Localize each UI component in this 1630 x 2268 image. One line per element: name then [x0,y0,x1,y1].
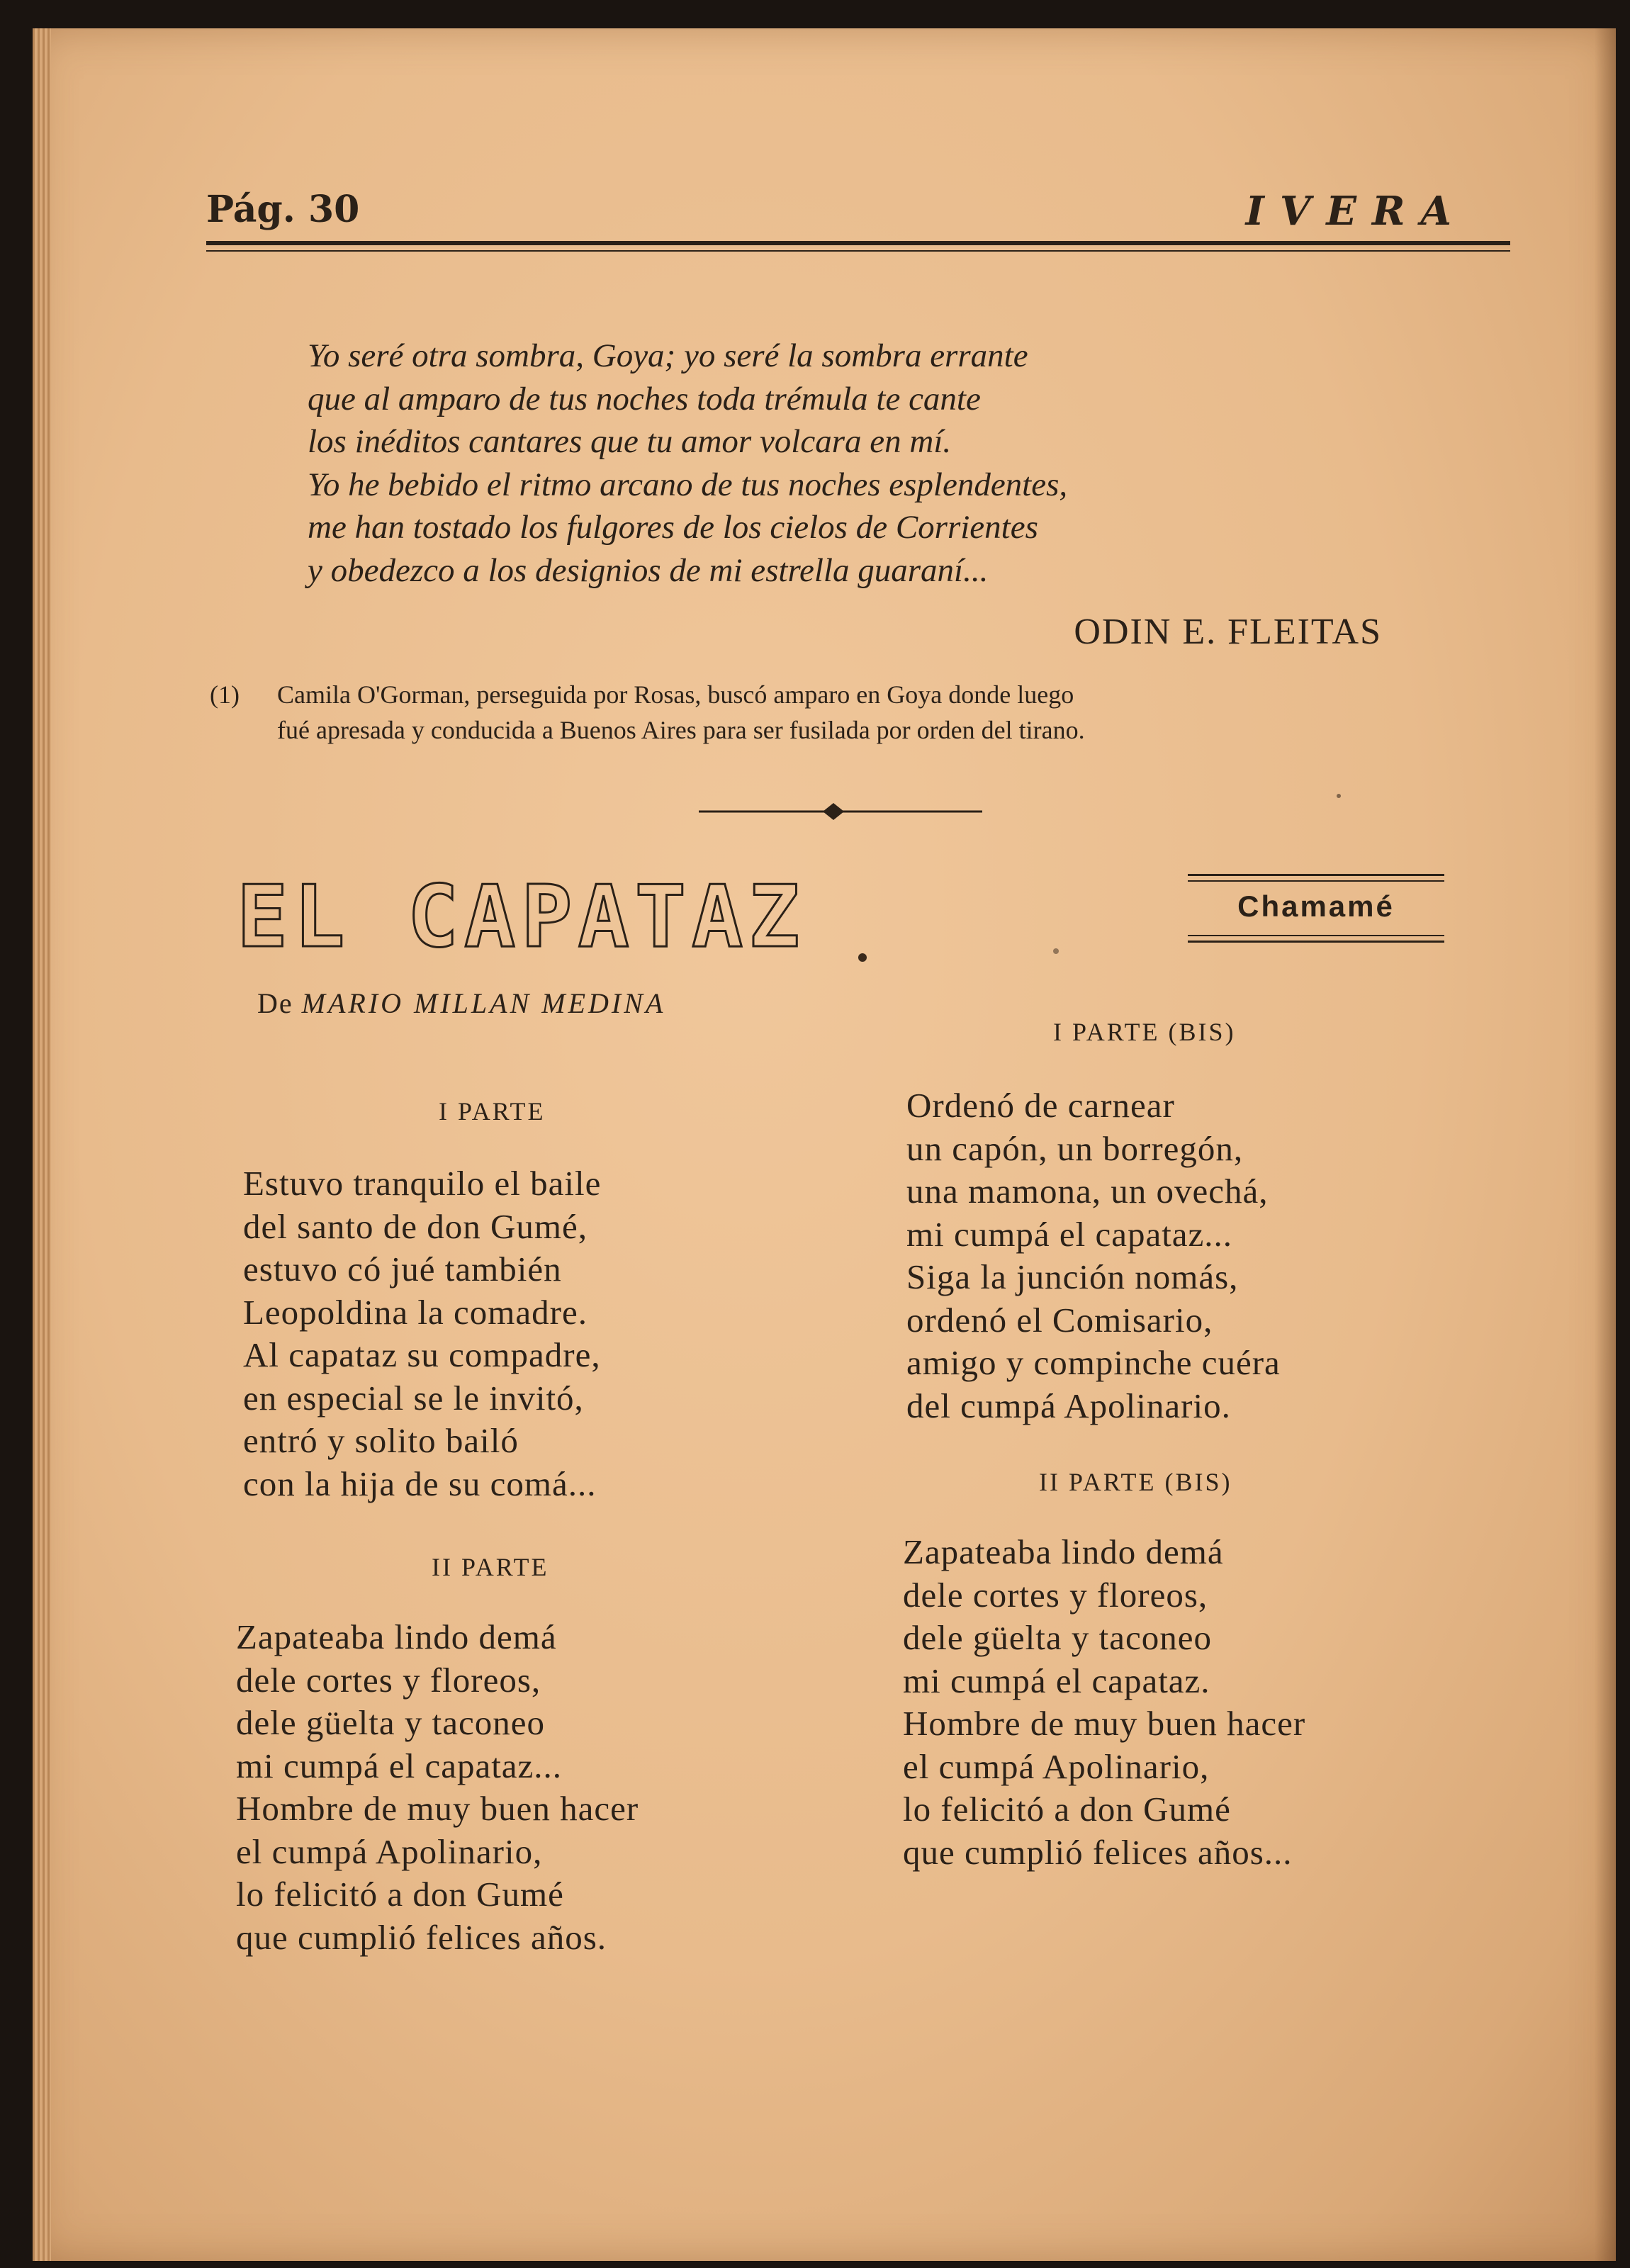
footnote-marker: (1) [210,680,240,709]
left-part1-heading: I PARTE [439,1097,546,1125]
verse-line: Siga la junción nomás, [906,1257,1239,1296]
header-rule-thick [206,241,1510,245]
song-title: EL CAPATAZ [237,868,806,967]
song-genre: Chamamé [1237,889,1395,923]
verse-line: ordenó el Comisario, [906,1300,1213,1340]
verse-line: amigo y compinche cuéra [906,1343,1281,1382]
verse-line: con la hija de su comá... [243,1464,597,1503]
verse-line: entró y solito bailó [243,1421,519,1460]
paper-speck [1337,794,1341,798]
left-part1-verse [243,1162,601,1505]
magazine-name: IVERA [1245,188,1467,235]
verse-line: Ordenó de carnear [906,1086,1175,1125]
verse-line: Hombre de muy buen hacer [236,1789,639,1828]
poem-line: Yo seré otra sombra, Goya; yo seré la sombra errante [308,337,1028,374]
left-part2-heading: II PARTE [432,1553,549,1581]
ornament-divider [699,801,982,822]
right-part1-verse [906,1084,1281,1427]
poem-line: y obedezco a los designios de mi estrella guaraní... [308,551,989,589]
verse-line: en especial se le invitó, [243,1378,584,1418]
poem-line: Yo he bebido el ritmo arcano de tus noches esplendentes, [308,466,1068,503]
page-number: Pág. 30 [206,188,360,231]
verse-line: que cumplió felices años... [903,1832,1293,1872]
verse-line: Leopoldina la comadre. [243,1292,588,1332]
verse-line: lo felicitó a don Gumé [903,1790,1231,1829]
page-stack-edge [33,28,51,2261]
verse-line: el cumpá Apolinario, [903,1746,1210,1786]
verse-line: mi cumpá el capataz... [906,1214,1233,1254]
verse-line: Al capataz su compadre, [243,1335,601,1374]
verse-line: dele cortes y floreos, [903,1575,1208,1615]
song-byline [257,987,665,1020]
poem-fragment [308,335,1067,592]
poem-line: me han tostado los fulgores de los cielos de Corrientes [308,509,1038,546]
right-part1-heading: I PARTE (BIS) [1053,1018,1236,1046]
paper-speck [1053,948,1059,954]
left-part2-verse [236,1616,639,1959]
footnote-line: Camila O'Gorman, perseguida por Rosas, buscó amparo en Goya donde luego [277,680,1074,709]
verse-line: una mamona, un ovechá, [906,1172,1269,1211]
footnote-line: fué apresada y conducida a Buenos Aires para ser fusilada por orden del tirano. [277,716,1085,744]
diamond-ornament-icon [699,801,982,822]
poem-line: los inéditos cantares que tu amor volcara en mí. [308,423,952,460]
verse-line: mi cumpá el capataz... [236,1746,563,1785]
verse-line: Zapateaba lindo demá [903,1532,1224,1571]
byline-author: MARIO MILLAN MEDINA [301,987,666,1019]
right-part2-verse [903,1531,1305,1874]
verse-line: el cumpá Apolinario, [236,1831,543,1871]
poem-line: que al amparo de tus noches toda trémula te cante [308,380,981,417]
verse-line: del santo de don Gumé, [243,1206,588,1246]
verse-line: del cumpá Apolinario. [906,1386,1231,1425]
byline-prefix: De [257,987,293,1019]
verse-line: dele güelta y taconeo [236,1703,545,1742]
verse-line: un capón, un borregón, [906,1128,1244,1168]
paper-speck [858,953,867,962]
verse-line: lo felicitó a don Gumé [236,1875,564,1914]
verse-line: dele güelta y taconeo [903,1618,1212,1657]
poem-author: ODIN E. FLEITAS [1074,612,1382,652]
book-page [33,28,1616,2261]
header-rule-thin [206,250,1510,252]
genre-box [1188,874,1444,943]
verse-line: Estuvo tranquilo el baile [243,1164,602,1203]
page-gutter-shadow [1595,28,1616,2261]
verse-line: dele cortes y floreos, [236,1660,541,1700]
verse-line: estuvo có jué también [243,1250,562,1289]
verse-line: que cumplió felices años. [236,1917,607,1957]
right-part2-heading: II PARTE (BIS) [1039,1468,1232,1496]
verse-line: Hombre de muy buen hacer [903,1704,1306,1743]
verse-line: Zapateaba lindo demá [236,1617,557,1656]
verse-line: mi cumpá el capataz. [903,1661,1210,1700]
